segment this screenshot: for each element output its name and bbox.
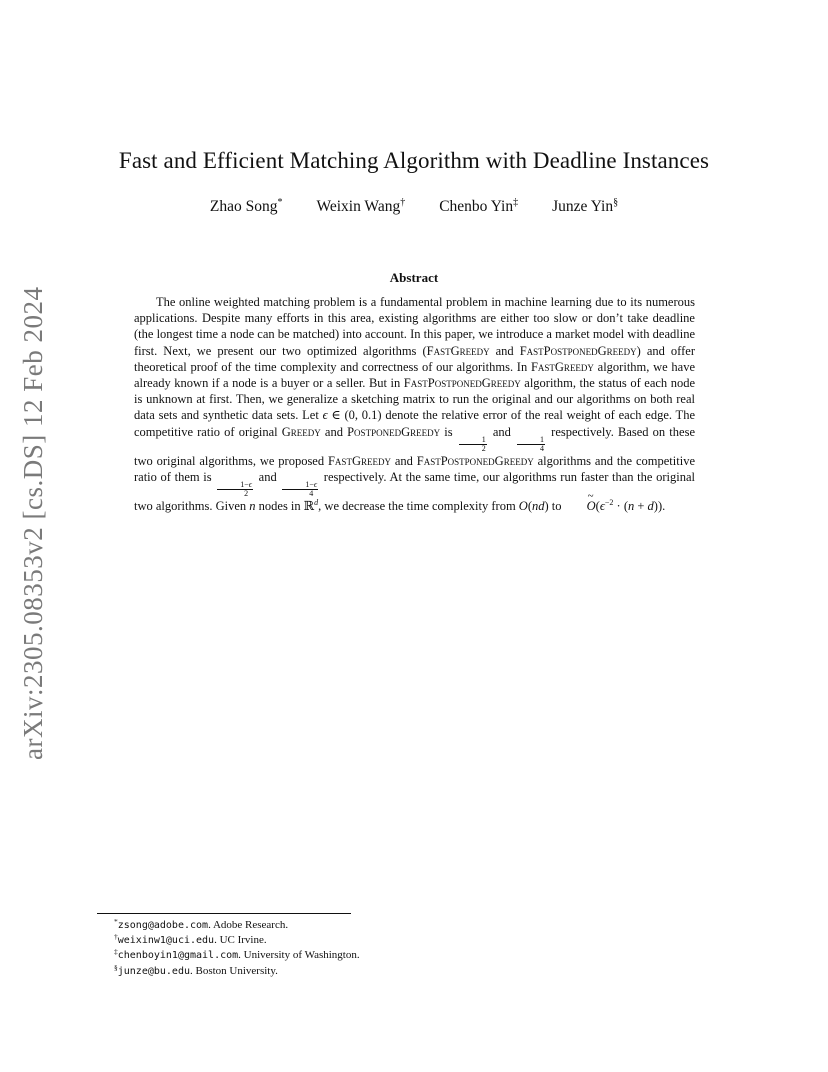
author-junze-yin: Junze Yin§ — [552, 197, 619, 215]
footnote-weixin-wang: †weixinw1@uci.edu. UC Irvine. — [114, 932, 267, 947]
email-link[interactable]: zsong@adobe.com — [117, 920, 209, 931]
footnotes — [114, 918, 714, 979]
abstract-heading: Abstract — [389, 270, 439, 285]
footnote-chenbo-yin: ‡chenboyin1@gmail.com. University of Washington. — [114, 947, 360, 962]
email-link[interactable]: chenboyin1@gmail.com — [117, 950, 239, 962]
footnote-junze-yin: §junze@bu.edu. Boston University. — [114, 962, 278, 977]
email-link[interactable]: junze@bu.edu — [117, 965, 190, 977]
author-zhao-song: Zhao Song* — [209, 197, 283, 215]
author-list — [0, 198, 828, 216]
abstract-paragraph: The online weighted matching problem is a fundamental problem in machine learning due to its numerous applications. Despite many efforts in this area, existing algorithms are either too slow or don’t take deadline (the longest time a node can be matched) into account. In this paper, we introduce a market model with deadline first. Next, we present our two optimized algorithms (FastGreedy and FastPostponedGreedy) and offer theoretical proof of the time complexity and correctness of our algorithms. In FastGreedy algorithm, we have already known if a node is a buyer or a seller. But in FastPostponedGreedy algorithm, the status of each node is unknown at first. Then, we generalize a sketching matrix to run the original and our algorithms on both real data sets and synthetic data sets. Let ϵ ∈ (0, 0.1) denote the relative error of the real weight of each edge. The competitive ratio of original Greedy and PostponedGreedy is $\frac{1}{2}$ and $\frac{1}{4}$ respectively. Based on these two original algorithms, we proposed FastGreedy and FastPostponedGreedy algorithms and the competitive ratio of them is $\frac{1-\epsilon}{2}$ and $\frac{1-\epsilon}{4}$ respectively. At the same time, our algorithms run faster than the original two algorithms. Given n nodes in ℝ$^d$, we decrease the time complexity from O(nd) to ~ $O(\epsilon^{-2} \cdot (n + d))$. — [134, 294, 695, 514]
email-link[interactable]: weixinw1@uci.edu — [117, 935, 215, 947]
footnote-divider — [97, 913, 351, 914]
abstract-body — [134, 294, 695, 514]
paper-title: Fast and Efficient Matching Algorithm with Deadline Instances — [118, 148, 710, 173]
footnote-zhao-song: *zsong@adobe.com. Adobe Research. — [114, 917, 289, 931]
arxiv-identifier: arXiv:2305.08353v2 [cs.DS] 12 Feb 2024 — [18, 286, 48, 760]
author-chenbo-yin: Chenbo Yin‡ — [439, 197, 519, 215]
author-weixin-wang: Weixin Wang† — [316, 197, 406, 215]
